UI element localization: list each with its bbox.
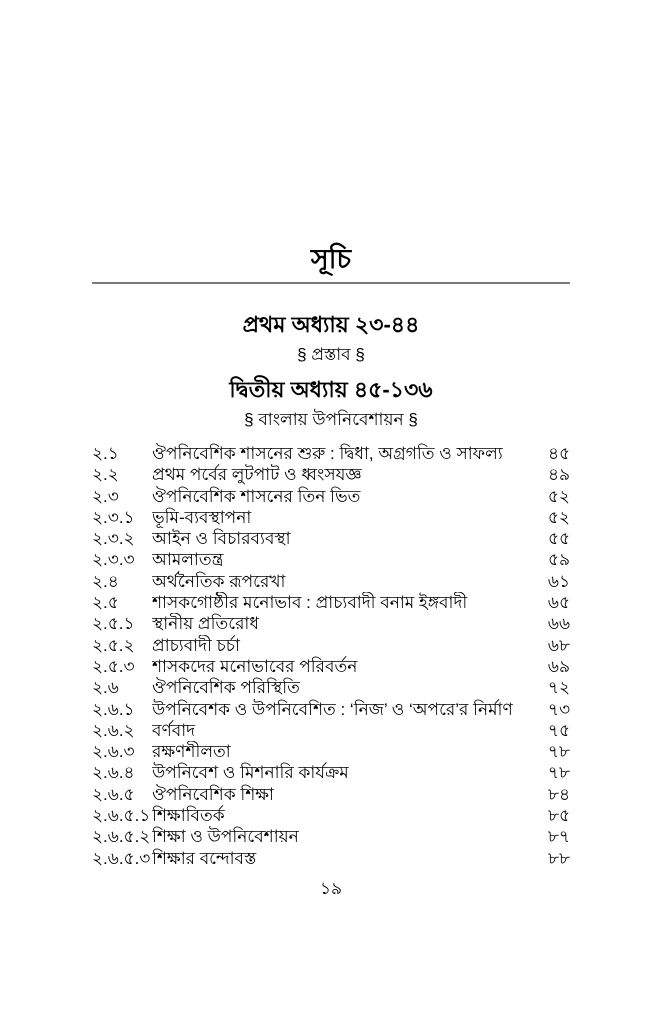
toc-entry-title: অর্থনৈতিক রূপরেখা xyxy=(152,571,286,591)
toc-entry-title: ভূমি-ব্যবস্থাপনা xyxy=(152,507,252,527)
title-divider xyxy=(92,282,570,284)
toc-list xyxy=(92,443,570,869)
toc-entry-title: রক্ষণশীলতা xyxy=(152,742,231,762)
toc-entry-page: ৪৫ xyxy=(547,444,570,463)
toc-entry xyxy=(92,464,570,485)
chapter-2-subtitle: § বাংলায় উপনিবেশায়ন § xyxy=(244,410,418,429)
toc-entry-number: ২.৬.৫ xyxy=(92,784,135,804)
chapter-2-block xyxy=(92,375,570,431)
toc-entry xyxy=(92,784,570,805)
toc-entry-number: ২.৬.৫.৩ xyxy=(92,848,151,868)
toc-entry-number: ২.৬ xyxy=(92,678,119,698)
toc-entry-page: ৪৯ xyxy=(547,465,570,485)
toc-entry-page: ৬৫ xyxy=(547,593,570,613)
toc-entry-title: শিক্ষার বন্দোবস্ত xyxy=(152,848,257,868)
toc-entry xyxy=(92,592,570,613)
chapter-1-block xyxy=(92,310,570,366)
toc-entry-title: শাসকদের মনোভাবের পরিবর্তন xyxy=(152,656,358,676)
toc-entry xyxy=(92,677,570,698)
toc-entry xyxy=(92,613,570,634)
toc-entry-title: শিক্ষা ও উপনিবেশায়ন xyxy=(152,827,299,847)
toc-entry-page: ৫২ xyxy=(547,486,570,506)
toc-entry-page: ৬৮ xyxy=(547,635,570,655)
toc-entry-number: ২.৬.৫.১ xyxy=(92,806,151,826)
toc-entry-title: প্রাচ্যবাদী চর্চা xyxy=(152,635,240,655)
chapter-1-heading: প্রথম অধ্যায় ২৩-৪৪ xyxy=(242,312,420,337)
toc-entry xyxy=(92,635,570,656)
page-title: সূচি xyxy=(310,244,352,274)
book-contents-page xyxy=(92,0,570,904)
toc-entry-page: ৮৫ xyxy=(547,806,570,826)
toc-entry xyxy=(92,549,570,570)
toc-entry-number: ২.৫ xyxy=(92,593,119,613)
toc-entry-number: ২.৫.৩ xyxy=(92,656,135,676)
toc-entry-title: ঔপনিবেশিক শাসনের তিন ভিত xyxy=(152,486,361,506)
toc-entry-number: ২.৫.২ xyxy=(92,635,135,655)
toc-entry-number: ২.৬.২ xyxy=(92,720,135,740)
chapter-1-subtitle: § প্রস্তাব § xyxy=(297,345,365,364)
toc-entry-page: ৬৯ xyxy=(547,656,570,676)
toc-entry xyxy=(92,486,570,507)
toc-entry-page: ৭২ xyxy=(547,678,570,698)
toc-entry-title: ঔপনিবেশিক শাসনের শুরু : দ্বিধা, অগ্রগতি ও সাফল্য xyxy=(152,444,503,463)
toc-entry-title: শাসকগোষ্ঠীর মনোভাব : প্রাচ্যবাদী বনাম ইঙ্গবাদী xyxy=(152,593,468,613)
toc-entry-number: ২.৩.১ xyxy=(92,507,135,527)
toc-entry xyxy=(92,848,570,869)
toc-entry-number: ২.৬.১ xyxy=(92,699,135,719)
toc-entry-title: উপনিবেশক ও উপনিবেশিত : ‘নিজ’ ও ‘অপরে’র নির্মাণ xyxy=(152,699,513,719)
toc-entry xyxy=(92,507,570,528)
toc-entry-title: শিক্ষাবিতর্ক xyxy=(152,806,225,826)
toc-entry-title: ঔপনিবেশিক পরিস্থিতি xyxy=(152,678,300,698)
toc-entry-number: ২.৬.৫.২ xyxy=(92,827,151,847)
toc-entry xyxy=(92,528,570,549)
toc-entry-number: ২.৪ xyxy=(92,571,119,591)
toc-entry xyxy=(92,762,570,783)
toc-entry-number: ২.২ xyxy=(92,465,119,485)
toc-entry xyxy=(92,699,570,720)
toc-entry-number: ২.৫.১ xyxy=(92,614,135,634)
toc-entry-number: ২.১ xyxy=(92,444,119,463)
toc-entry-number: ২.৬.৪ xyxy=(92,763,135,783)
toc-entry xyxy=(92,826,570,847)
chapter-2-heading: দ্বিতীয় অধ্যায় ৪৫-১৩৬ xyxy=(229,377,433,402)
toc-entry-page: ৮৮ xyxy=(547,848,570,868)
toc-entry-title: প্রথম পর্বের লুটপাট ও ধ্বংসযজ্ঞ xyxy=(152,465,362,485)
toc-entry-number: ২.৩.৩ xyxy=(92,550,135,570)
toc-entry-page: ৭৩ xyxy=(547,699,570,719)
toc-entry-page: ৬১ xyxy=(547,571,570,591)
toc-entry-title: ঔপনিবেশিক শিক্ষা xyxy=(152,784,274,804)
toc-entry-title: বর্ণবাদ xyxy=(152,720,196,740)
toc-entry-page: ৮৭ xyxy=(547,827,570,847)
toc-entry xyxy=(92,571,570,592)
toc-entry-page: ৫৯ xyxy=(547,550,570,570)
toc-entry-page: ৫২ xyxy=(547,507,570,527)
toc-entry-page: ৭৫ xyxy=(547,720,570,740)
toc-entry-page: ৬৬ xyxy=(547,614,570,634)
toc-entry xyxy=(92,805,570,826)
toc-entry-title: উপনিবেশ ও মিশনারি কার্যক্রম xyxy=(152,763,349,783)
toc-entry-page: ৫৫ xyxy=(547,529,570,549)
toc-entry xyxy=(92,656,570,677)
toc-entry-page: ৭৮ xyxy=(547,742,570,762)
toc-entry-page: ৭৮ xyxy=(547,763,570,783)
toc-entry xyxy=(92,741,570,762)
toc-entry-title: আইন ও বিচারব্যবস্থা xyxy=(152,529,291,549)
toc-entry-number: ২.৩ xyxy=(92,486,119,506)
toc-entry xyxy=(92,443,570,464)
toc-entry-page: ৮৪ xyxy=(547,784,570,804)
page-number-footer: ১৯ xyxy=(319,878,343,898)
toc-entry-number: ২.৩.২ xyxy=(92,529,135,549)
toc-entry-title: স্থানীয় প্রতিরোধ xyxy=(152,614,259,634)
toc-entry xyxy=(92,720,570,741)
toc-entry-number: ২.৬.৩ xyxy=(92,742,135,762)
toc-entry-title: আমলাতন্ত্র xyxy=(152,550,224,570)
